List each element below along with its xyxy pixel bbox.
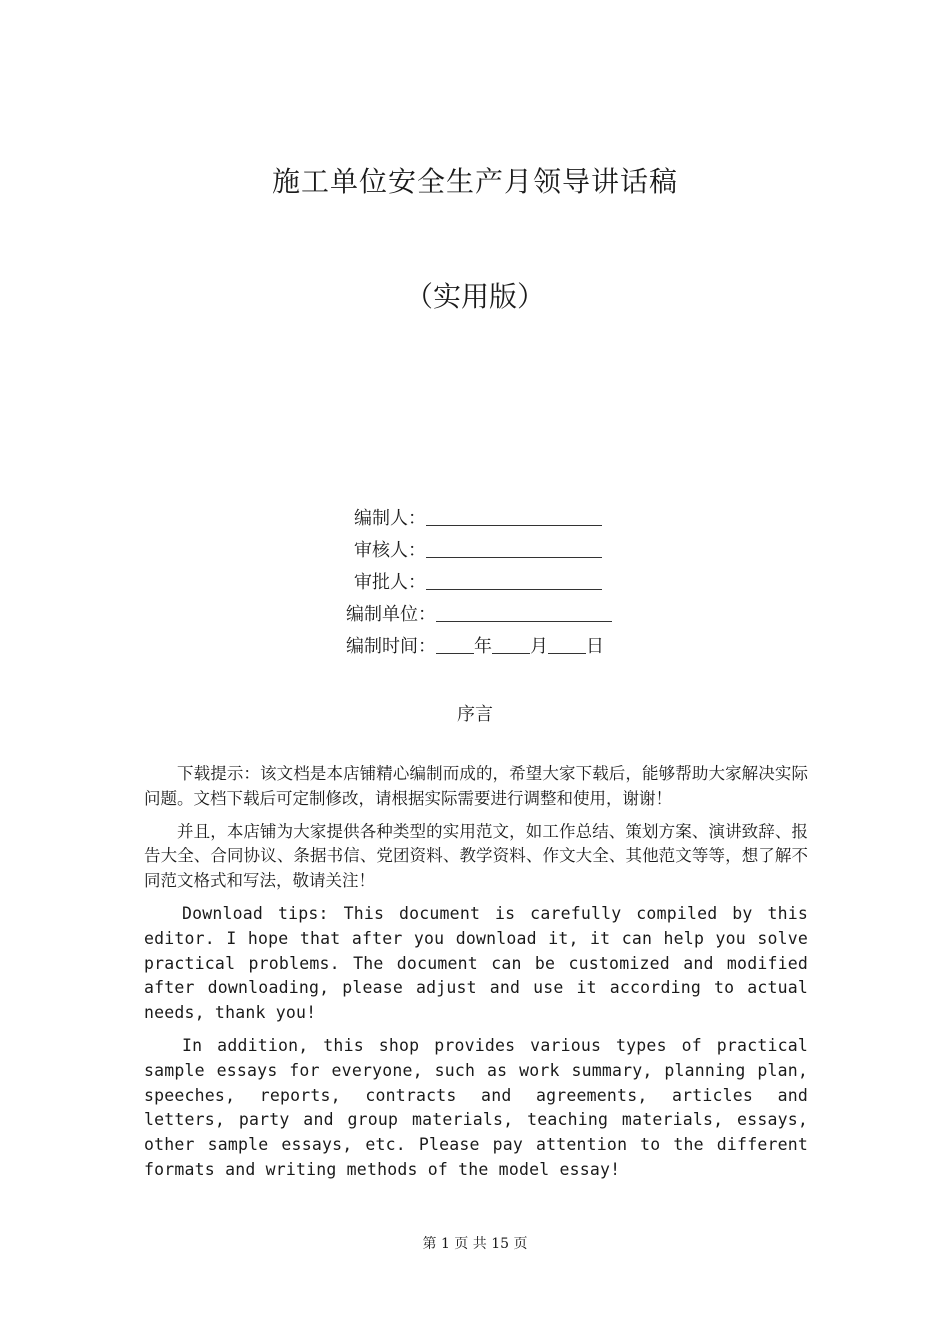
document-title: 施工单位安全生产月领导讲话稿 [271,165,678,198]
unit-label: 编制单位： [346,604,436,625]
document-subtitle: （实用版） [404,280,545,313]
reviewer-row [300,535,660,567]
paragraph-download-tip-en: Download tips: This document is carefully compiled by this editor. I hope that after you download it, it can help you solve practical problems. The document can be customized and modified after downloading, please adjust and use it according to actual needs, thank you! [144,903,808,1023]
unit-field[interactable] [436,601,612,622]
approver-row [300,567,660,599]
page-number: 第 1 页 共 15 页 [422,1236,528,1252]
time-label: 编制时间： [346,636,436,657]
preface-heading: 序言 [457,704,493,725]
editor-row [300,503,660,535]
day-label: 日 [586,636,604,657]
month-label: 月 [530,636,548,657]
editor-field[interactable] [426,505,602,526]
year-label: 年 [474,636,492,657]
preface-body [144,762,808,1191]
month-field[interactable] [492,633,530,654]
day-field[interactable] [548,633,586,654]
paragraph-download-tip-zh: 下载提示：该文档是本店铺精心编制而成的，希望大家下载后，能够帮助大家解决实际问题。文档下载后可定制修改，请根据实际需要进行调整和使用，谢谢！ [144,764,808,808]
paragraph-shop-info-zh: 并且，本店铺为大家提供各种类型的实用范文，如工作总结、策划方案、演讲致辞、报告大全、合同协议、条据书信、党团资料、教学资料、作文大全、其他范文等等，想了解不同范文格式和写法，敬请关注！ [144,821,808,891]
time-row [300,631,660,663]
year-field[interactable] [436,633,474,654]
editor-label: 编制人： [354,508,426,529]
reviewer-label: 审核人： [354,540,426,561]
unit-row [300,599,660,631]
paragraph-shop-info-en: In addition, this shop provides various types of practical sample essays for everyone, such as work summary, planning plan, speeches, reports, contracts and agreements, articles and letters, party and group materials, teaching materials, essays, other sample essays, etc. Please pay attention to the different formats and writing methods of the model essay! [144,1035,808,1179]
approver-label: 审批人： [354,572,426,593]
reviewer-field[interactable] [426,537,602,558]
approver-field[interactable] [426,569,602,590]
document-info-form [300,503,660,663]
